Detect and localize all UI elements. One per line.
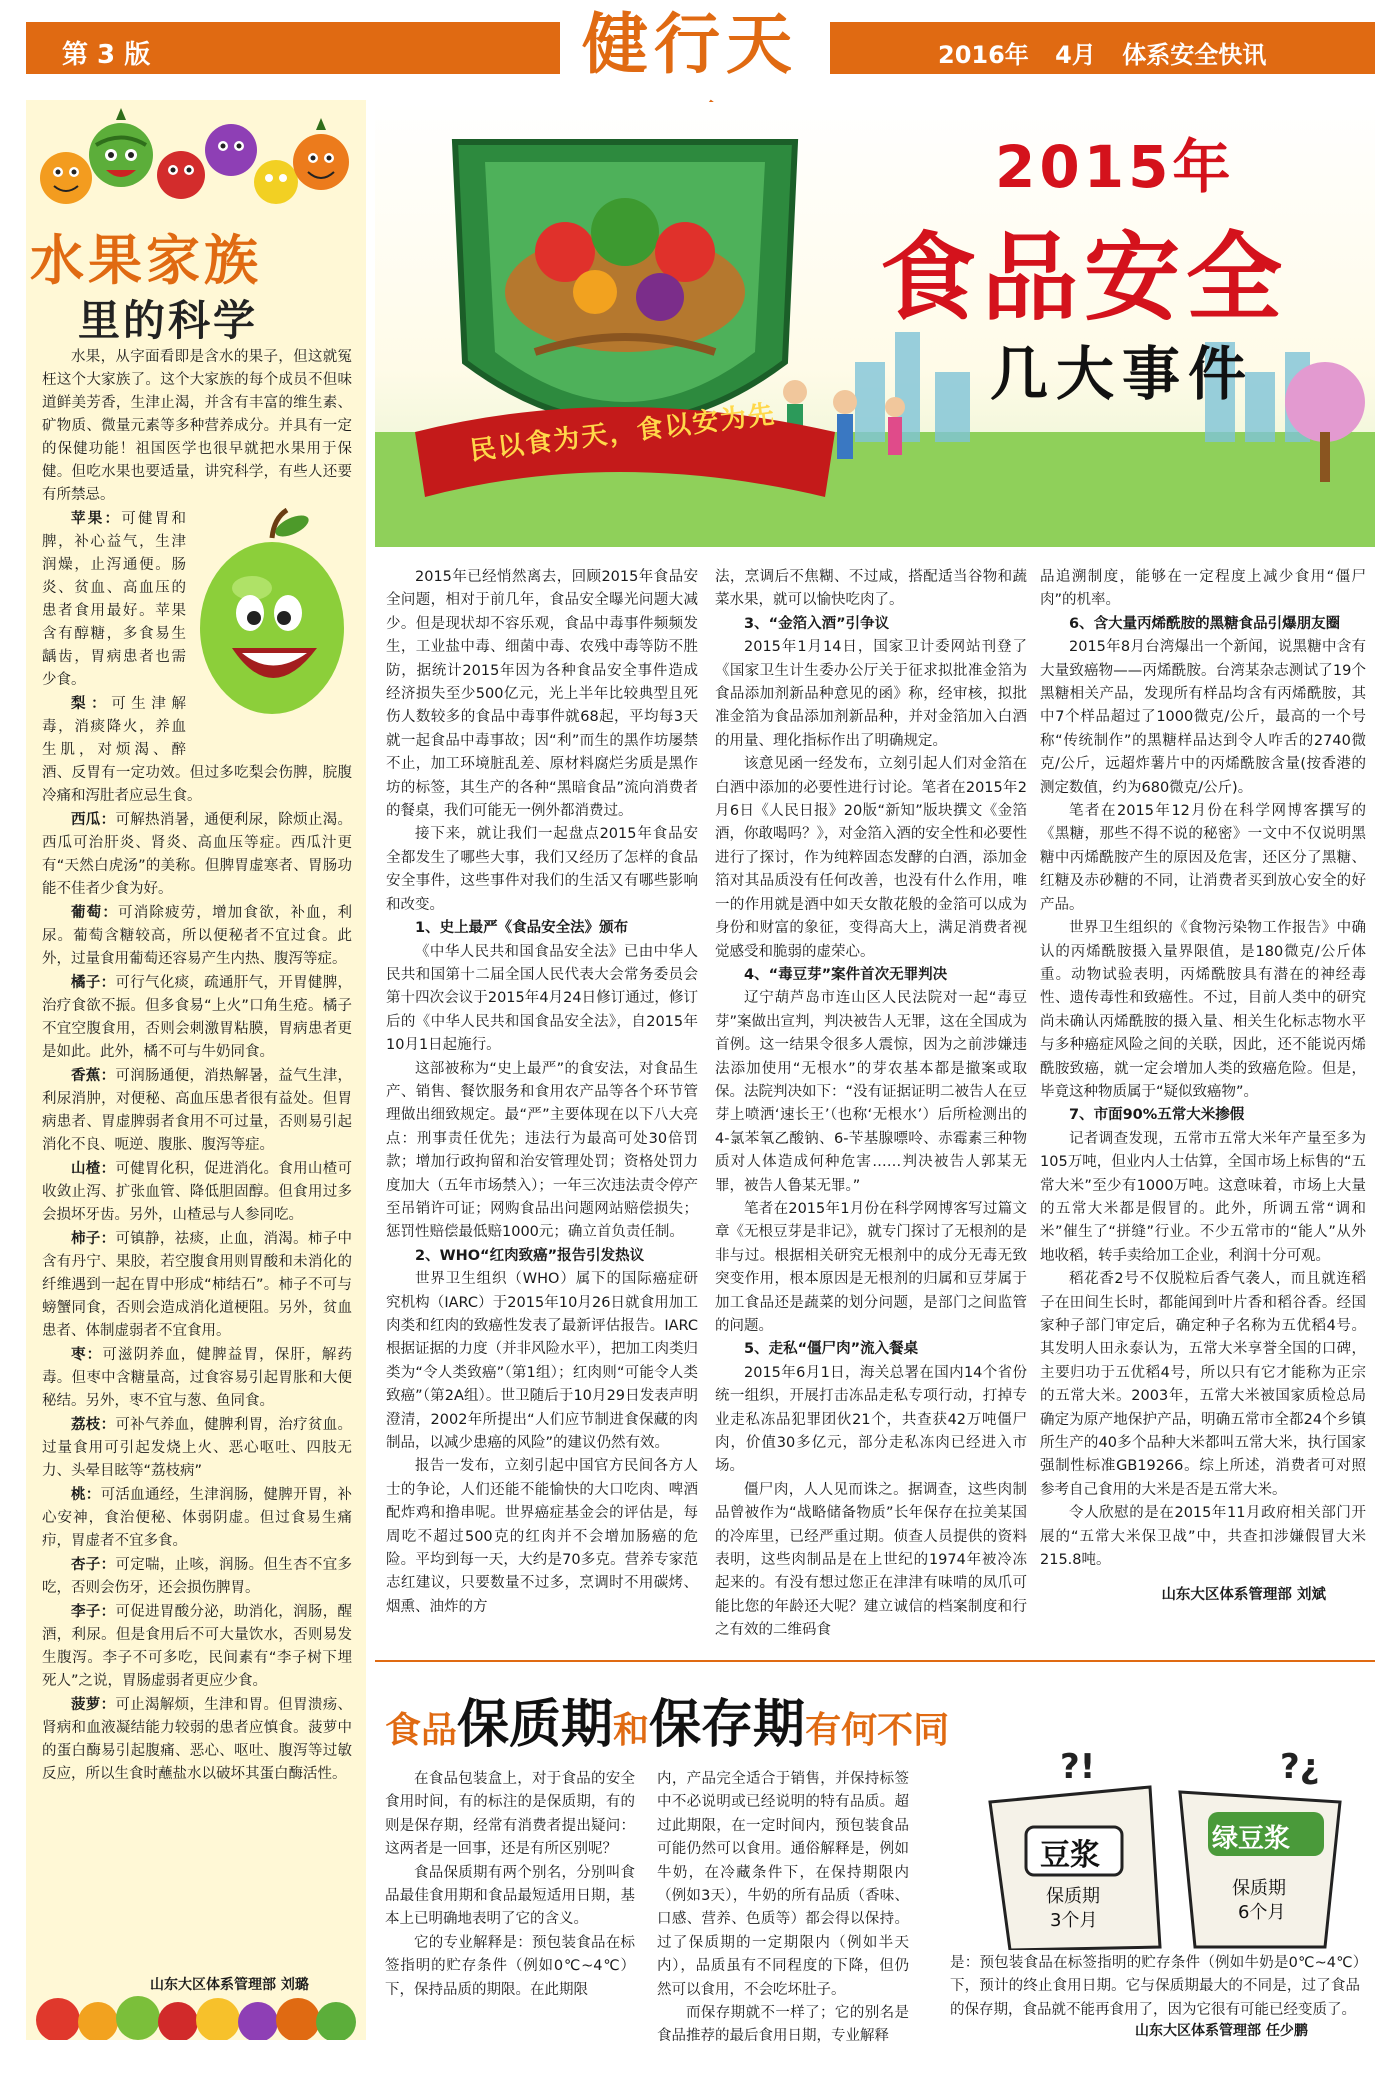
fruit-item: 梨：可生津解毒，消痰降火，养血生肌，对烦渴、醉酒、反胃有一定功效。但过多吃梨会伤脾，脘腹冷痛和泻肚者应忌生食。 bbox=[42, 696, 352, 804]
svg-text:?¿: ?¿ bbox=[1280, 1747, 1320, 1787]
date-bar bbox=[830, 22, 1375, 74]
cup2-note: 保质期 bbox=[1232, 1878, 1286, 1899]
cup1-time: 3个月 bbox=[1050, 1910, 1098, 1931]
paragraph: 报告一发布，立刻引起中国官方民间各方人士的争论，人们还能不能愉快的大口吃肉、啤酒配炸鸡和撸串呢。世界癌症基金会的评估是，每周吃不超过500克的红肉并不会增加肠癌的危险。平均到每一天，大约是70多克。营养专家范志红建议，只要数量不过多，烹调时不用碳烤、烟熏、油炸的方 bbox=[386, 1458, 698, 1615]
paragraph: 内，产品完全适合于销售，并保持标签中不必说明或已经说明的特有品质。超过此期限，在一定时间内，预包装食品可能仍然可以食用。通俗解释是，例如牛奶，在冷藏条件下，在保持期限内（例如3天），牛奶的所有品质（香味、口感、营养、色质等）都会得以保持。过了保质期的一定期限内（例如半天内），品质虽有不同程度的下降，但仍然可以食用，不会吃坏肚子。 bbox=[657, 1771, 909, 1998]
fruit-author: 山东大区体系管理部 刘璐 bbox=[150, 1977, 309, 1993]
fruit-item: 枣：可滋阴养血，健脾益胃，保肝，解药毒。但枣中含糖量高，过食容易引起胃胀和大便秘结。另外，枣不宜与葱、鱼同食。 bbox=[42, 1347, 353, 1409]
paragraph: 食品保质期有两个别名，分别叫食品最佳食用期和食品最短适用日期，基本上已明确地表明了它的含义。 bbox=[385, 1864, 635, 1928]
paragraph: 接下来，就让我们一起盘点2015年食品安全都发生了哪些大事，我们又经历了怎样的食品安全事件，这些事件对我们的生活又有哪些影响和改变。 bbox=[386, 826, 698, 913]
article-column-2 bbox=[715, 566, 1027, 1643]
paragraph: 该意见函一经发布，立刻引起人们对金箔在白酒中添加的必要性进行讨论。笔者在2015年2月6日《人民日报》20版“新知”版块撰文《金箔酒，你敢喝吗？》，对金箔入酒的安全性和必要性进行了探讨，作为纯粹固态发酵的白酒，添加金箔对其品质没有任何改善，也没有什么作用，唯一的作用就是酒中如天女散花般的金箔可以成为身份和财富的象征，变得高大上，满足消费者视觉感受和脆弱的虚荣心。 bbox=[715, 756, 1027, 960]
fruit-item: 苹果：可健胃和脾，补心益气，生津润燥，止泻通便。肠炎、贫血、高血压的患者食用最好。苹果含有醇糖，多食易生龋齿，胃病患者也需少食。 bbox=[42, 511, 186, 688]
fruit-title: 水果家族 bbox=[30, 228, 262, 292]
svg-text:?!: ?! bbox=[1060, 1747, 1096, 1787]
paragraph: 令人欣慰的是在2015年11月政府相关部门开展的“五常大米保卫战”中，共查扣涉嫌假冒大米215.8吨。 bbox=[1040, 1505, 1366, 1569]
paragraph: 《中华人民共和国食品安全法》已由中华人民共和国第十二届全国人民代表大会常务委员会第十四次会议于2015年4月24日修订通过，修订后的《中华人民共和国食品安全法》，自2015年10月1日起施行。 bbox=[386, 943, 698, 1054]
issue-date: 2016年 4月 bbox=[938, 41, 1096, 69]
article-column-1 bbox=[386, 566, 698, 1619]
paragraph: 2015年已经悄然离去，回顾2015年食品安全问题，相对于前几年，食品安全曝光问题大减少。但是现状却不容乐观，食品中毒事件频频发生，工业盐中毒、细菌中毒、农残中毒等防不胜防，据统计2015年因为各种食品安全事件造成经济损失至少500亿元，光上半年比较典型且死伤人数较多的食品中毒事件就68起，平均每3天就一起食品中毒事故；因“利”而生的黑作坊屡禁不止，加工环境脏乱差、原材料腐烂劣质是黑作坊的标签，其生产的各种“黑暗食品”流向消费者的餐桌，我们可能无一例外都消费过。 bbox=[386, 569, 698, 820]
fruit-subtitle: 里的科学 bbox=[78, 296, 259, 345]
section-name: 体系安全快讯 bbox=[1122, 41, 1267, 69]
apple-character-icon bbox=[192, 508, 352, 738]
paragraph: 笔者在2015年12月份在科学网博客撰写的《黑糖，那些不得不说的秘密》一文中不仅说明黑糖中丙烯酰胺产生的原因及危害，还区分了黑糖、红糖及赤砂糖的不同，让消费者买到放心安全的好产品。 bbox=[1040, 803, 1366, 913]
paragraph: 它的专业解释是：预包装食品在标签指明的贮存条件（例如0℃~4℃）下，保持品质的期限。在此期限 bbox=[385, 1934, 635, 1998]
cup2-time: 6个月 bbox=[1238, 1902, 1286, 1923]
paragraph: 而保存期就不一样了；它的别名是食品推荐的最后食用日期，专业解释 bbox=[657, 2005, 909, 2045]
paragraph: 世界卫生组织（WHO）属下的国际癌症研究机构（IARC）于2015年10月26日就食用加工肉类和红肉的致癌性发表了最新评估报告。IARC根据证据的力度（并非风险水平），把加工肉类归类为“令人类致癌”（第1组）；红肉则“可能令人类致癌”（第2A组）。世卫随后于10月29日发表声明澄清，2002年所提出“人们应节制进食保藏的肉制品，以减少患癌的风险”的建议仍然有效。 bbox=[386, 1271, 698, 1452]
shelf-column-3: 是：预包装食品在标签指明的贮存条件（例如牛奶是0℃~4℃）下，预计的终止食用日期。它与保质期最大的不同是，过了食品的保存期，食品就不能再食用了，因为它很有可能已经变质了。 bbox=[950, 1955, 1360, 2018]
fruit-item: 香蕉：可润肠通便，消热解暑，益气生津，利尿消肿，对便秘、高血压患者很有益处。但胃病患者、胃虚脾弱者食用不可过量，否则易引起消化不良、呃逆、腹胀、腹泻等症。 bbox=[42, 1068, 353, 1153]
section-heading: 3、“金箔入酒”引争议 bbox=[744, 615, 890, 632]
paragraph: 法，烹调后不焦糊、不过咸，搭配适当谷物和蔬菜水果，就可以愉快吃肉了。 bbox=[715, 569, 1027, 609]
fruit-intro: 水果，从字面看即是含水的果子，但这就冤枉这个大家族了。这个大家族的每个成员不但味道鲜美芳香，生津止渴，并含有丰富的维生素、矿物质、微量元素等多种营养成分。并具有一定的保健功能！祖国医学也很早就把水果用于保健。但吃水果也要适量，讲究科学，有些人还要有所禁忌。 bbox=[42, 349, 352, 503]
fruit-article bbox=[42, 346, 352, 1787]
paragraph: 2015年6月1日，海关总署在国内14个省份统一组织，开展打击冻品走私专项行动，打掉专业走私冻品犯罪团伙21个，共查获42万吨僵尸肉，价值30多亿元，部分走私冻肉已经进入市场。 bbox=[715, 1364, 1027, 1475]
paragraph: 品追溯制度，能够在一定程度上减少食用“僵尸肉”的机率。 bbox=[1040, 569, 1366, 609]
newspaper-logo: 健行天 bbox=[582, 5, 798, 83]
fruit-item: 橘子：可行气化痰，疏通肝气，开胃健脾，治疗食欲不振。但多食易“上火”口角生疮。橘子不宜空腹食用，否则会刺激胃粘膜，胃病患者更是如此。此外，橘不可与牛奶同食。 bbox=[42, 975, 353, 1060]
paragraph: 这部被称为“史上最严”的食安法，对食品生产、销售、餐饮服务和食用农产品等各个环节管理做出细致规定。最“严”主要体现在以下八大亮点：刑事责任优先；违法行为最高可处30倍罚款；增加行政拘留和治安管理处罚；资格处罚力度加大（五年市场禁入）；一年三次违法责令停产至吊销许可证；网购食品出问题网站赔偿损失；惩罚性赔偿最低赔1000元；确立首负责任制。 bbox=[386, 1060, 698, 1241]
paragraph: 世界卫生组织的《食物污染物工作报告》中确认的丙烯酰胺摄入量界限值，是180微克/公斤体重。动物试验表明，丙烯酰胺具有潜在的神经毒性、遗传毒性和致癌性。不过，目前人类中的研究尚未确认丙烯酰胺的摄入量、相关生化标志物水平与多种癌症风险之间的关联，因此，还不能说丙烯酰胺致癌，就一定会增加人类的致癌危险。但是，毕竟这种物质属于“疑似致癌物”。 bbox=[1040, 920, 1366, 1100]
cup2-label: 绿豆浆 bbox=[1212, 1824, 1291, 1854]
fruit-item: 桃：可活血通经，生津润肠，健脾开胃，补心安神，食治便秘、体弱阴虚。但过食易生痛疖，胃虚者不宜多食。 bbox=[42, 1487, 353, 1549]
fruit-item: 山楂：可健胃化积，促进消化。食用山楂可收敛止泻、扩张血管、降低胆固醇。但食用过多会损坏牙齿。另外，山楂忌与人参同吃。 bbox=[42, 1161, 353, 1223]
fruit-item: 葡萄：可消除疲劳，增加食欲，补血，利尿。葡萄含糖较高，所以便秘者不宜过食。此外，过量食用葡萄还容易产生内热、腹泻等症。 bbox=[42, 905, 353, 967]
section-heading: 2、WHO“红肉致癌”报告引发热议 bbox=[415, 1247, 645, 1264]
paragraph: 僵尸肉，人人见而诛之。据调查，这些肉制品曾被作为“战略储备物质”长年保存在拉美某国的冷库里，已经严重过期。侦查人员提供的资料表明，这些肉制品是在上世纪的1974年被冷冻起来的。有没有想过您正在津津有味啃的凤爪可能比您的年龄还大呢？建立诚信的档案制度和行之有效的二维码食 bbox=[715, 1481, 1027, 1639]
shelf-author: 山东大区体系管理部 任少鹏 bbox=[1135, 2023, 1308, 2039]
fruit-characters-illustration bbox=[26, 100, 366, 215]
section-heading: 5、走私“僵尸肉”流入餐桌 bbox=[744, 1341, 919, 1358]
cup1-note: 保质期 bbox=[1046, 1886, 1100, 1907]
edition-number: 第 3 版 bbox=[62, 40, 151, 70]
fruit-item: 荔枝：可补气养血，健脾利胃，治疗贫血。过量食用可引起发烧上火、恶心呕吐、四肢无力、头晕目眩等“荔枝病” bbox=[42, 1417, 353, 1479]
section-heading: 4、“毒豆芽”案件首次无罪判决 bbox=[744, 966, 948, 983]
fruit-item: 柿子：可镇静，祛痰，止血，消渴。柿子中含有丹宁、果胶，若空腹食用则胃酸和未消化的纤维遇到一起在胃中形成“柿结石”。柿子不可与螃蟹同食，否则会造成消化道梗阻。另外，贫血患者、体制虚弱者不宜食用。 bbox=[42, 1231, 353, 1339]
food-safety-banner bbox=[375, 102, 1375, 547]
fruit-photo bbox=[28, 1990, 358, 2040]
paragraph: 2015年8月台湾爆出一个新闻，说黑糖中含有大量致癌物——丙烯酰胺。台湾某杂志测试了19个黑糖相关产品，发现所有样品均含有丙烯酰胺，其中7个样品超过了1000微克/公斤，最高的一个号称“传统制作”的黑糖样品达到令人咋舌的2740微克/公斤，远超炸薯片中的丙烯酰胺含量(按香港的测定数值，约为680微克/公斤)。 bbox=[1040, 639, 1366, 796]
paragraph: 辽宁葫芦岛市连山区人民法院对一起“毒豆芽”案做出宣判，判决被告人无罪，这在全国成为首例。这一结果令很多人震惊，因为之前涉嫌违法添加使用“无根水”的芽农基本都是撤案或取保。法院判决如下：“没有证据证明二被告人在豆芽上喷洒‘速长王’（也称‘无根水’）后所检测出的4-氯苯氧乙酸钠、6-苄基腺嘌呤、赤霉素三种物质对人体造成何种危害……判决被告人郭某无罪，被告人鲁某无罪。” bbox=[715, 990, 1028, 1194]
drink-cups-illustration bbox=[950, 1742, 1360, 1950]
shelf-column-1 bbox=[385, 1768, 635, 2002]
paragraph: 笔者在2015年1月份在科学网博客写过篇文章《无根豆芽是非记》，就专门探讨了无根剂的是非与过。根据相关研究无根剂中的成分无毒无致突变作用，根本原因是无根剂的归属和豆芽属于加工食品还是蔬菜的划分问题，是部门之间监管的问题。 bbox=[715, 1200, 1027, 1334]
cups-icon bbox=[950, 1742, 1360, 1950]
banner-slogan: 民以食为天，食以安为先 bbox=[468, 399, 778, 467]
paragraph: 2015年1月14日，国家卫计委网站刊登了《国家卫生计生委办公厅关于征求拟批准金箔为食品添加剂新品种意见的函》称，经审核，拟批准金箔为食品添加剂新品种，并对金箔加入白酒的用量、理化指标作出了明确规定。 bbox=[715, 639, 1027, 749]
section-heading: 7、市面90%五常大米掺假 bbox=[1069, 1107, 1245, 1124]
edition-bar bbox=[26, 22, 560, 74]
paragraph: 稻花香2号不仅脱粒后香气袭人，而且就连稻子在田间生长时，都能闻到叶片香和稻谷香。经国家种子部门审定后，确定种子名称为五优稻4号。其发明人田永泰认为，五常大米享誉全国的口碑，主要归功于五优稻4号，所以只有它才能称为正宗的五常大米。2003年，五常大米被国家质检总局确定为原产地保护产品，明确五常市全都24个乡镇所生产的40多个品种大米都叫五常大米，执行国家强制性标准GB19266。综上所述，消费者可对照参考自己食用的大米是否是五常大米。 bbox=[1040, 1271, 1366, 1498]
article-column-3 bbox=[1040, 566, 1366, 1608]
fruit-item: 菠萝：可止渴解烦，生津和胃。但胃溃疡、肾病和血液凝结能力较弱的患者应慎食。菠萝中的蛋白酶易引起腹痛、恶心、呕吐、腹泻等过敏反应，所以生食时蘸盐水以破坏其蛋白酶活性。 bbox=[42, 1697, 353, 1782]
article-author: 山东大区体系管理部 刘斌 bbox=[1161, 1587, 1326, 1604]
paragraph: 在食品包装盒上，对于食品的安全食用时间，有的标注的是保质期，有的则是保存期，经常有消费者提出疑问：这两者是一回事，还是有所区别呢？ bbox=[385, 1771, 635, 1858]
shelf-title: 食品保质期和保存期有何不同 bbox=[385, 1694, 950, 1755]
paragraph: 记者调查发现，五常市五常大米年产量至多为105万吨，但业内人士估算，全国市场上标售的“五常大米”至少有1000万吨。这意味着，市场上大量的五常大米都是假冒的。此外，所调五常“调和米”催生了“拼缝”行业。不少五常市的“能人”从外地收稻，转手卖给加工企业，利润十分可观。 bbox=[1040, 1130, 1366, 1264]
fruit-item: 李子：可促进胃酸分泌，助消化，润肠，醒酒，利尿。但是食用后不可大量饮水，否则易发生腹泻。李子不可多吃，民间素有“李子树下埋死人”之说，胃肠虚弱者更应少食。 bbox=[42, 1604, 353, 1689]
section-heading: 6、含大量丙烯酰胺的黑糖食品引爆朋友圈 bbox=[1069, 615, 1341, 632]
banner-year: 2015年 bbox=[995, 133, 1235, 201]
banner-subtitle: 几大事件 bbox=[990, 340, 1255, 408]
section-heading: 1、史上最严《食品安全法》颁布 bbox=[415, 920, 629, 937]
fruit-item: 西瓜：可解热消暑，通便利尿，除烦止渴。西瓜可治肝炎、肾炎、高血压等症。西瓜汁更有“天然白虎汤”的美称。但脾胃虚寒者、胃肠功能不佳者少食为好。 bbox=[42, 812, 353, 897]
cup1-label: 豆浆 bbox=[1040, 1838, 1100, 1873]
shelf-life-section bbox=[375, 1672, 1375, 2052]
shelf-column-2 bbox=[657, 1768, 909, 2049]
fruit-item: 杏子：可定喘，止咳，润肠。但生杏不宜多吃，否则会伤牙，还会损伤脾胃。 bbox=[42, 1557, 353, 1596]
banner-title: 食品安全 bbox=[880, 221, 1288, 334]
section-divider bbox=[375, 1660, 1375, 1662]
